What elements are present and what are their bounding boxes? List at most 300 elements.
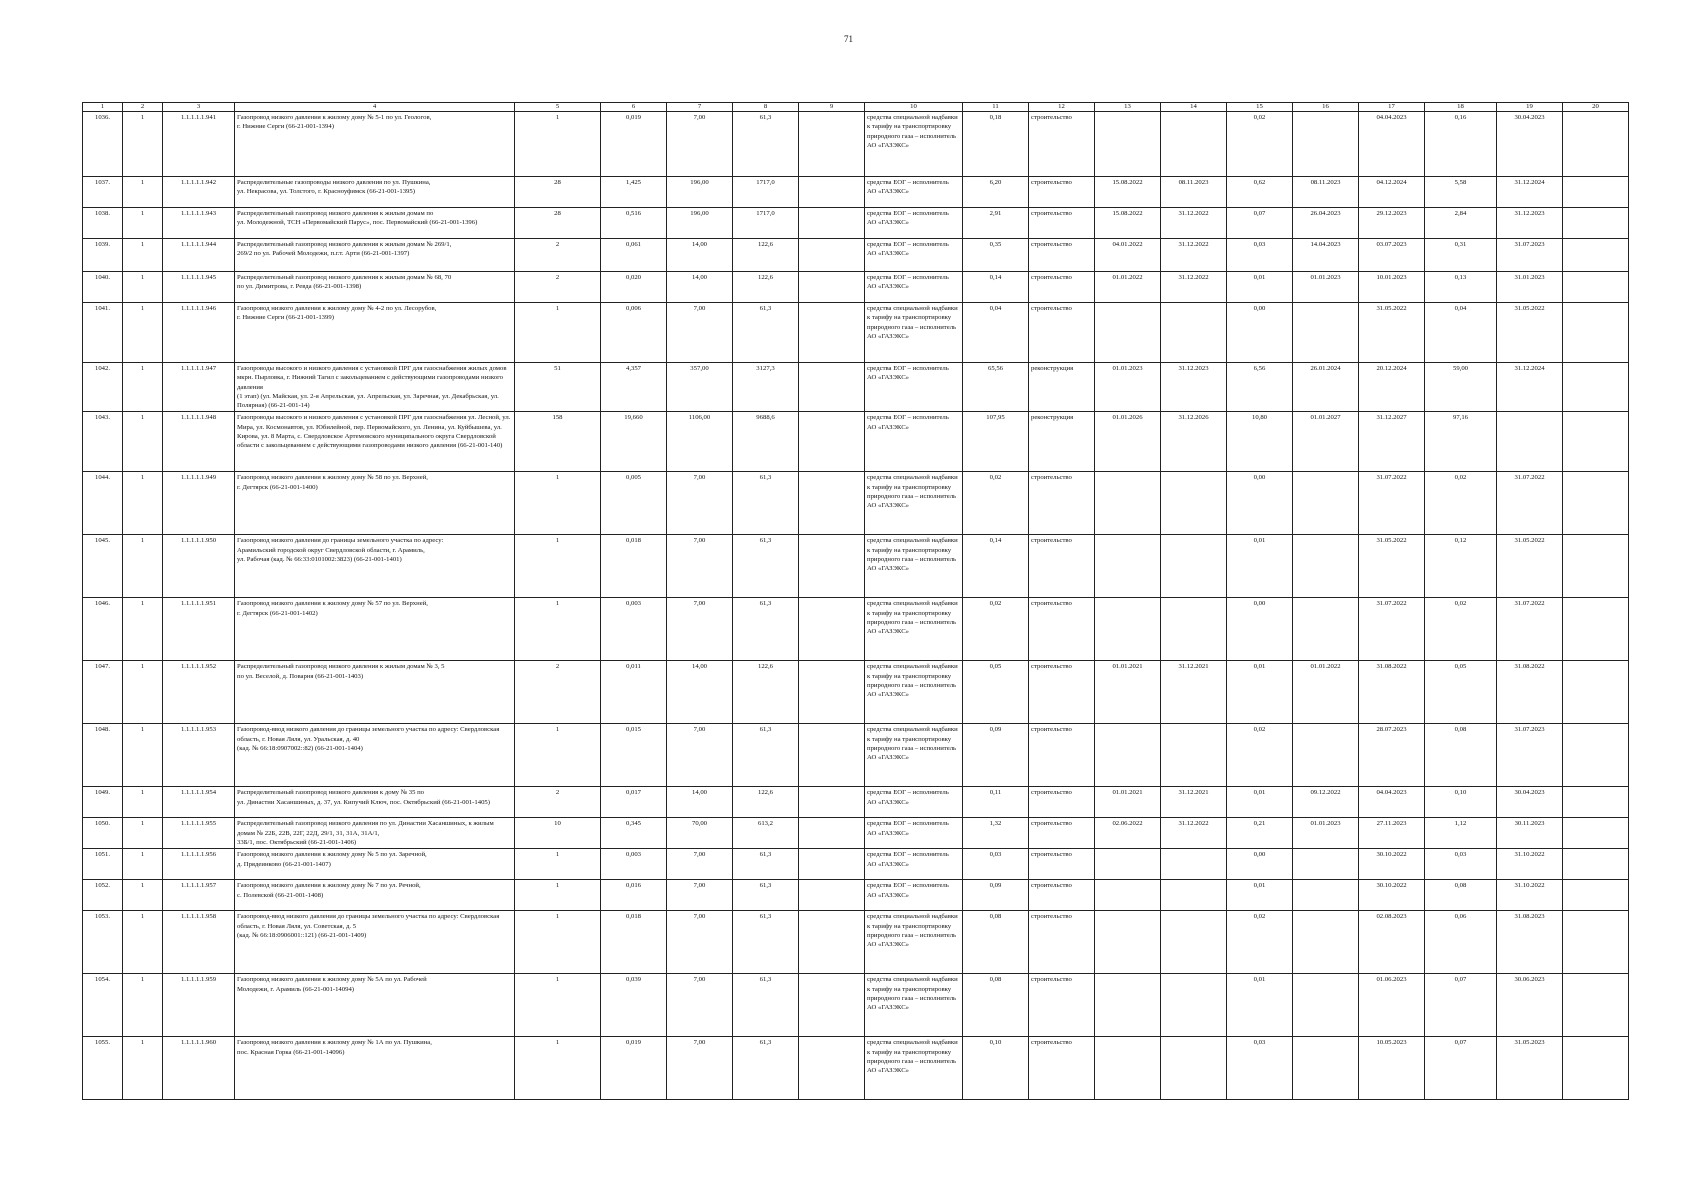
column-number-1: 1 [83, 103, 123, 112]
col20-value [1563, 303, 1629, 363]
col14-date [1161, 598, 1227, 661]
col2-value: 1 [123, 363, 163, 412]
col19-date: 31.05.2023 [1497, 1037, 1563, 1100]
col6-value: 0,005 [601, 472, 667, 535]
col7-value: 7,00 [667, 303, 733, 363]
col15-value: 0,02 [1227, 112, 1293, 177]
work-type: строительство [1029, 849, 1095, 880]
col9-value [799, 787, 865, 818]
work-type: строительство [1029, 598, 1095, 661]
col17-date: 04.12.2024 [1359, 177, 1425, 208]
col18-value: 0,16 [1425, 112, 1497, 177]
col17-date: 30.10.2022 [1359, 849, 1425, 880]
col7-value: 357,00 [667, 363, 733, 412]
item-code: 1.1.1.1.1.953 [163, 724, 235, 787]
col11-value: 0,09 [963, 724, 1029, 787]
col16-date [1293, 724, 1359, 787]
row-number: 1045. [83, 535, 123, 598]
col13-date: 15.08.2022 [1095, 208, 1161, 239]
col13-date: 01.01.2023 [1095, 363, 1161, 412]
col7-value: 14,00 [667, 787, 733, 818]
col18-value: 0,08 [1425, 724, 1497, 787]
col14-date: 31.12.2021 [1161, 661, 1227, 724]
col5-value: 2 [515, 787, 601, 818]
col2-value: 1 [123, 880, 163, 911]
col18-value: 0,05 [1425, 661, 1497, 724]
table-row [83, 535, 1629, 598]
col13-date [1095, 472, 1161, 535]
col20-value [1563, 239, 1629, 272]
col19-date: 31.10.2022 [1497, 849, 1563, 880]
col16-date: 01.01.2022 [1293, 661, 1359, 724]
col2-value: 1 [123, 911, 163, 974]
col5-value: 28 [515, 177, 601, 208]
row-number: 1044. [83, 472, 123, 535]
col17-date: 30.10.2022 [1359, 880, 1425, 911]
col7-value: 196,00 [667, 208, 733, 239]
row-number: 1048. [83, 724, 123, 787]
object-description: Распределительные газопроводы низкого давления по ул. Пушкина, ул. Некрасова, ул. Толстого, г. Красноуфимск (66-21-001-1395) [235, 177, 515, 208]
col13-date [1095, 724, 1161, 787]
col19-date: 31.07.2023 [1497, 239, 1563, 272]
col11-value: 1,32 [963, 818, 1029, 849]
col7-value: 7,00 [667, 598, 733, 661]
col18-value: 0,08 [1425, 880, 1497, 911]
col8-value: 61,3 [733, 1037, 799, 1100]
col15-value: 0,03 [1227, 239, 1293, 272]
col7-value: 7,00 [667, 849, 733, 880]
table-row [83, 1037, 1629, 1100]
item-code: 1.1.1.1.1.942 [163, 177, 235, 208]
col18-value: 0,07 [1425, 1037, 1497, 1100]
col20-value [1563, 535, 1629, 598]
object-description: Газопровод низкого давления к жилому дому № 5-1 по ул. Геологов, г. Нижние Серги (66-21-001-1394) [235, 112, 515, 177]
col16-date [1293, 598, 1359, 661]
col18-value: 5,58 [1425, 177, 1497, 208]
col15-value: 0,00 [1227, 849, 1293, 880]
object-description: Газопровод низкого давления до границы земельного участка по адресу: Арамильский городской округ Свердловской области, г. Арамиль, ул. Рабочая (кад. № 66:33:0101002:3823) (66-21-001-1401) [235, 535, 515, 598]
col13-date [1095, 880, 1161, 911]
col13-date [1095, 535, 1161, 598]
col20-value [1563, 363, 1629, 412]
item-code: 1.1.1.1.1.958 [163, 911, 235, 974]
col7-value: 70,00 [667, 818, 733, 849]
col8-value: 122,6 [733, 661, 799, 724]
col18-value: 97,16 [1425, 412, 1497, 472]
col14-date: 31.12.2026 [1161, 412, 1227, 472]
col20-value [1563, 177, 1629, 208]
col13-date: 01.01.2021 [1095, 787, 1161, 818]
col16-date: 01.01.2023 [1293, 272, 1359, 303]
col5-value: 1 [515, 724, 601, 787]
object-description: Газопровод низкого давления к жилому дому № 58 по ул. Верхней, г. Дегтярск (66-21-001-1400) [235, 472, 515, 535]
table-row [83, 974, 1629, 1037]
col14-date [1161, 535, 1227, 598]
funding-source: средства специальной надбавки к тарифу на транспортировку природного газа – исполнитель АО «ГАЗЭКС» [865, 535, 963, 598]
col6-value: 0,015 [601, 724, 667, 787]
table-row [83, 818, 1629, 849]
row-number: 1055. [83, 1037, 123, 1100]
col11-value: 0,08 [963, 911, 1029, 974]
funding-source: средства ЕОГ – исполнитель АО «ГАЗЭКС» [865, 880, 963, 911]
row-number: 1042. [83, 363, 123, 412]
col18-value: 1,12 [1425, 818, 1497, 849]
table-body [83, 112, 1629, 1100]
object-description: Газопроводы высокого и низкого давления с установкой ПРГ для газоснабжения ул. Лесной, ул. Мира, ул. Космонавтов, ул. Юбилейной, пер. Первомайского, ул. Ленина, ул. Куйбышева, ул. Кирова, ул. 8 Марта, с. Свердловское Артемовского муниципального округа Свердловской области с закольцеванием с действующими газопроводами низкого давления (66-21-001-140) [235, 412, 515, 472]
item-code: 1.1.1.1.1.941 [163, 112, 235, 177]
col15-value: 0,07 [1227, 208, 1293, 239]
object-description: Распределительный газопровод низкого давления к жилым домам № 68, 70 по ул. Димитрова, г. Ревда (66-21-001-1398) [235, 272, 515, 303]
col6-value: 0,061 [601, 239, 667, 272]
item-code: 1.1.1.1.1.952 [163, 661, 235, 724]
col5-value: 1 [515, 974, 601, 1037]
col20-value [1563, 849, 1629, 880]
col2-value: 1 [123, 208, 163, 239]
col7-value: 7,00 [667, 911, 733, 974]
column-number-12: 12 [1029, 103, 1095, 112]
col7-value: 7,00 [667, 1037, 733, 1100]
col5-value: 1 [515, 911, 601, 974]
col8-value: 61,3 [733, 724, 799, 787]
col15-value: 0,21 [1227, 818, 1293, 849]
funding-source: средства ЕОГ – исполнитель АО «ГАЗЭКС» [865, 818, 963, 849]
program-table [82, 102, 1629, 1100]
col11-value: 0,35 [963, 239, 1029, 272]
col19-date: 30.04.2023 [1497, 112, 1563, 177]
item-code: 1.1.1.1.1.949 [163, 472, 235, 535]
col15-value: 0,01 [1227, 535, 1293, 598]
col13-date: 01.01.2022 [1095, 272, 1161, 303]
col9-value [799, 535, 865, 598]
col15-value: 10,80 [1227, 412, 1293, 472]
col13-date: 01.01.2021 [1095, 661, 1161, 724]
col7-value: 1106,00 [667, 412, 733, 472]
col20-value [1563, 724, 1629, 787]
col20-value [1563, 787, 1629, 818]
object-description: Газопровод-ввод низкого давления до границы земельного участка по адресу: Свердловская область, г. Новая Ляля, ул. Советская, д. 5 (кад. № 66:18:0906001::121) (66-21-001-1409) [235, 911, 515, 974]
col9-value [799, 272, 865, 303]
col17-date: 10.01.2023 [1359, 272, 1425, 303]
funding-source: средства специальной надбавки к тарифу на транспортировку природного газа – исполнитель АО «ГАЗЭКС» [865, 1037, 963, 1100]
col18-value: 0,03 [1425, 849, 1497, 880]
col19-date: 31.12.2024 [1497, 363, 1563, 412]
work-type: строительство [1029, 724, 1095, 787]
col6-value: 0,020 [601, 272, 667, 303]
col5-value: 2 [515, 272, 601, 303]
item-code: 1.1.1.1.1.956 [163, 849, 235, 880]
column-number-5: 5 [515, 103, 601, 112]
col16-date: 26.04.2023 [1293, 208, 1359, 239]
col20-value [1563, 472, 1629, 535]
col9-value [799, 724, 865, 787]
col18-value: 0,07 [1425, 974, 1497, 1037]
funding-source: средства ЕОГ – исполнитель АО «ГАЗЭКС» [865, 412, 963, 472]
column-number-4: 4 [235, 103, 515, 112]
col5-value: 1 [515, 112, 601, 177]
col18-value: 0,02 [1425, 472, 1497, 535]
col20-value [1563, 272, 1629, 303]
col11-value: 0,09 [963, 880, 1029, 911]
col13-date [1095, 974, 1161, 1037]
col17-date: 31.08.2022 [1359, 661, 1425, 724]
col13-date [1095, 849, 1161, 880]
col19-date [1497, 412, 1563, 472]
col19-date: 30.04.2023 [1497, 787, 1563, 818]
col16-date [1293, 880, 1359, 911]
col19-date: 30.11.2023 [1497, 818, 1563, 849]
col11-value: 0,14 [963, 535, 1029, 598]
object-description: Газопровод низкого давления к жилому дому № 5 по ул. Заречной, д. Прядеинково (66-21-001-1407) [235, 849, 515, 880]
col8-value: 9688,6 [733, 412, 799, 472]
column-number-3: 3 [163, 103, 235, 112]
item-code: 1.1.1.1.1.948 [163, 412, 235, 472]
column-number-15: 15 [1227, 103, 1293, 112]
row-number: 1052. [83, 880, 123, 911]
col17-date: 02.08.2023 [1359, 911, 1425, 974]
col5-value: 1 [515, 535, 601, 598]
col20-value [1563, 818, 1629, 849]
item-code: 1.1.1.1.1.943 [163, 208, 235, 239]
col9-value [799, 911, 865, 974]
work-type: строительство [1029, 818, 1095, 849]
col17-date: 10.05.2023 [1359, 1037, 1425, 1100]
col5-value: 1 [515, 1037, 601, 1100]
col13-date [1095, 1037, 1161, 1100]
col7-value: 14,00 [667, 272, 733, 303]
column-number-6: 6 [601, 103, 667, 112]
col11-value: 2,91 [963, 208, 1029, 239]
col5-value: 10 [515, 818, 601, 849]
col6-value: 4,357 [601, 363, 667, 412]
item-code: 1.1.1.1.1.950 [163, 535, 235, 598]
col20-value [1563, 1037, 1629, 1100]
funding-source: средства ЕОГ – исполнитель АО «ГАЗЭКС» [865, 787, 963, 818]
item-code: 1.1.1.1.1.957 [163, 880, 235, 911]
funding-source: средства специальной надбавки к тарифу на транспортировку природного газа – исполнитель АО «ГАЗЭКС» [865, 974, 963, 1037]
col9-value [799, 849, 865, 880]
funding-source: средства специальной надбавки к тарифу на транспортировку природного газа – исполнитель АО «ГАЗЭКС» [865, 911, 963, 974]
column-number-8: 8 [733, 103, 799, 112]
funding-source: средства ЕОГ – исполнитель АО «ГАЗЭКС» [865, 363, 963, 412]
col16-date [1293, 1037, 1359, 1100]
col20-value [1563, 112, 1629, 177]
col15-value: 0,00 [1227, 598, 1293, 661]
col14-date [1161, 911, 1227, 974]
col11-value: 65,56 [963, 363, 1029, 412]
col15-value: 0,01 [1227, 272, 1293, 303]
work-type: строительство [1029, 177, 1095, 208]
col11-value: 0,02 [963, 472, 1029, 535]
col14-date: 31.12.2022 [1161, 208, 1227, 239]
object-description: Газопровод низкого давления к жилому дому № 1А по ул. Пушкина, пос. Красная Горка (66-21-001-14096) [235, 1037, 515, 1100]
row-number: 1046. [83, 598, 123, 661]
column-number-18: 18 [1425, 103, 1497, 112]
column-number-11: 11 [963, 103, 1029, 112]
table-row [83, 177, 1629, 208]
col14-date [1161, 724, 1227, 787]
work-type: строительство [1029, 880, 1095, 911]
page-number: 71 [844, 34, 853, 44]
item-code: 1.1.1.1.1.946 [163, 303, 235, 363]
col18-value: 0,31 [1425, 239, 1497, 272]
table-row [83, 412, 1629, 472]
work-type: строительство [1029, 472, 1095, 535]
row-number: 1036. [83, 112, 123, 177]
col8-value: 61,3 [733, 849, 799, 880]
col6-value: 0,003 [601, 849, 667, 880]
object-description: Распределительный газопровод низкого давления по ул. Династии Хасаншиных, к жилым домам № 22Б, 22В, 22Г, 22Д, 29/1, 31, 31А, 31А/1, 33Б/1, пос. Октябрьский (66-21-001-1406) [235, 818, 515, 849]
column-number-10: 10 [865, 103, 963, 112]
col14-date [1161, 472, 1227, 535]
work-type: строительство [1029, 208, 1095, 239]
col14-date: 31.12.2022 [1161, 818, 1227, 849]
col6-value: 0,018 [601, 911, 667, 974]
funding-source: средства ЕОГ – исполнитель АО «ГАЗЭКС» [865, 272, 963, 303]
table-row [83, 880, 1629, 911]
col20-value [1563, 974, 1629, 1037]
col2-value: 1 [123, 472, 163, 535]
object-description: Газопровод низкого давления к жилому дому № 5А по ул. Рабочей Молодежи, г. Арамиль (66-21-001-14094) [235, 974, 515, 1037]
col6-value: 19,660 [601, 412, 667, 472]
col8-value: 61,3 [733, 598, 799, 661]
col17-date: 28.07.2023 [1359, 724, 1425, 787]
col16-date: 01.01.2027 [1293, 412, 1359, 472]
col2-value: 1 [123, 598, 163, 661]
col19-date: 31.05.2022 [1497, 535, 1563, 598]
col18-value: 0,02 [1425, 598, 1497, 661]
funding-source: средства ЕОГ – исполнитель АО «ГАЗЭКС» [865, 177, 963, 208]
funding-source: средства ЕОГ – исполнитель АО «ГАЗЭКС» [865, 208, 963, 239]
col11-value: 0,03 [963, 849, 1029, 880]
col20-value [1563, 880, 1629, 911]
col9-value [799, 412, 865, 472]
column-number-17: 17 [1359, 103, 1425, 112]
col17-date: 20.12.2024 [1359, 363, 1425, 412]
row-number: 1050. [83, 818, 123, 849]
col9-value [799, 112, 865, 177]
col6-value: 1,425 [601, 177, 667, 208]
work-type: строительство [1029, 974, 1095, 1037]
col13-date: 04.01.2022 [1095, 239, 1161, 272]
col13-date [1095, 911, 1161, 974]
col6-value: 0,018 [601, 535, 667, 598]
col5-value: 1 [515, 598, 601, 661]
col14-date: 31.12.2022 [1161, 272, 1227, 303]
col6-value: 0,011 [601, 661, 667, 724]
col15-value: 0,01 [1227, 880, 1293, 911]
col2-value: 1 [123, 303, 163, 363]
col19-date: 31.10.2022 [1497, 880, 1563, 911]
column-number-20: 20 [1563, 103, 1629, 112]
col13-date [1095, 112, 1161, 177]
work-type: строительство [1029, 1037, 1095, 1100]
col17-date: 31.05.2022 [1359, 535, 1425, 598]
col15-value: 0,01 [1227, 974, 1293, 1037]
item-code: 1.1.1.1.1.945 [163, 272, 235, 303]
col5-value: 51 [515, 363, 601, 412]
col14-date: 31.12.2021 [1161, 787, 1227, 818]
col9-value [799, 598, 865, 661]
col9-value [799, 239, 865, 272]
col19-date: 31.08.2022 [1497, 661, 1563, 724]
col20-value [1563, 598, 1629, 661]
column-number-2: 2 [123, 103, 163, 112]
work-type: строительство [1029, 272, 1095, 303]
col19-date: 31.05.2022 [1497, 303, 1563, 363]
object-description: Распределительный газопровод низкого давления к жилым домам № 3, 5 по ул. Веселой, д. Поварня (66-21-001-1403) [235, 661, 515, 724]
column-number-13: 13 [1095, 103, 1161, 112]
col6-value: 0,006 [601, 303, 667, 363]
col5-value: 1 [515, 880, 601, 911]
col18-value: 0,04 [1425, 303, 1497, 363]
work-type: строительство [1029, 911, 1095, 974]
col14-date: 08.11.2023 [1161, 177, 1227, 208]
col16-date: 26.01.2024 [1293, 363, 1359, 412]
column-number-row [83, 103, 1629, 112]
row-number: 1047. [83, 661, 123, 724]
col8-value: 61,3 [733, 472, 799, 535]
col8-value: 122,6 [733, 787, 799, 818]
col8-value: 613,2 [733, 818, 799, 849]
row-number: 1043. [83, 412, 123, 472]
col17-date: 04.04.2023 [1359, 112, 1425, 177]
col14-date [1161, 1037, 1227, 1100]
work-type: строительство [1029, 535, 1095, 598]
col19-date: 31.01.2023 [1497, 272, 1563, 303]
col15-value: 0,03 [1227, 1037, 1293, 1100]
col18-value: 2,84 [1425, 208, 1497, 239]
col19-date: 30.06.2023 [1497, 974, 1563, 1037]
col11-value: 0,10 [963, 1037, 1029, 1100]
item-code: 1.1.1.1.1.951 [163, 598, 235, 661]
object-description: Газопроводы высокого и низкого давления с установкой ПРГ для газоснабжения жилых домов мкрн. Пырловка, г. Нижний Тагил с закольцеванием с действующими газопроводами низкого давления (1 этап) (ул. Майская, ул. 2-я Апрельская, ул. Апрельская, ул. Заречная, ул. Декабрьская, ул. Полярная) (66-21-001-14) [235, 363, 515, 412]
col18-value: 0,10 [1425, 787, 1497, 818]
item-code: 1.1.1.1.1.955 [163, 818, 235, 849]
col14-date [1161, 112, 1227, 177]
col5-value: 1 [515, 303, 601, 363]
col8-value: 61,3 [733, 974, 799, 1037]
col16-date [1293, 472, 1359, 535]
col5-value: 158 [515, 412, 601, 472]
table-row [83, 787, 1629, 818]
col7-value: 14,00 [667, 239, 733, 272]
col2-value: 1 [123, 412, 163, 472]
column-number-9: 9 [799, 103, 865, 112]
table-row [83, 112, 1629, 177]
row-number: 1037. [83, 177, 123, 208]
item-code: 1.1.1.1.1.954 [163, 787, 235, 818]
col6-value: 0,516 [601, 208, 667, 239]
funding-source: средства ЕОГ – исполнитель АО «ГАЗЭКС» [865, 239, 963, 272]
funding-source: средства специальной надбавки к тарифу на транспортировку природного газа – исполнитель АО «ГАЗЭКС» [865, 724, 963, 787]
work-type: реконструкция [1029, 412, 1095, 472]
col19-date: 31.07.2022 [1497, 472, 1563, 535]
col16-date: 14.04.2023 [1293, 239, 1359, 272]
col16-date: 09.12.2022 [1293, 787, 1359, 818]
table-row [83, 849, 1629, 880]
col20-value [1563, 412, 1629, 472]
col8-value: 61,3 [733, 112, 799, 177]
item-code: 1.1.1.1.1.960 [163, 1037, 235, 1100]
funding-source: средства специальной надбавки к тарифу на транспортировку природного газа – исполнитель АО «ГАЗЭКС» [865, 112, 963, 177]
col6-value: 0,017 [601, 787, 667, 818]
col11-value: 0,02 [963, 598, 1029, 661]
col18-value: 0,13 [1425, 272, 1497, 303]
col18-value: 0,12 [1425, 535, 1497, 598]
col14-date [1161, 849, 1227, 880]
col7-value: 7,00 [667, 535, 733, 598]
col15-value: 0,00 [1227, 303, 1293, 363]
